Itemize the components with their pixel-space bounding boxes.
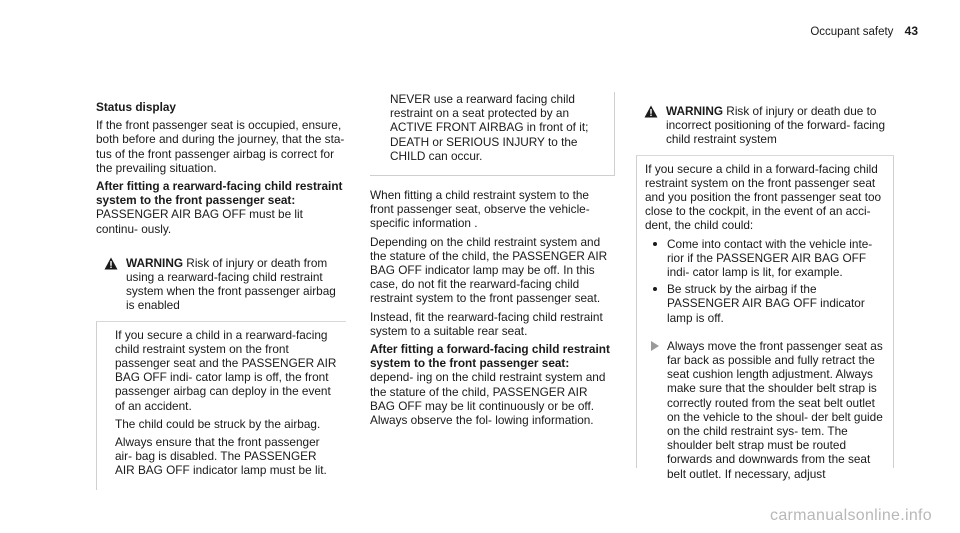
column-2	[370, 92, 615, 431]
status-heading: Status display	[96, 100, 176, 114]
warning-paragraph: Always ensure that the front passenger air- bag is disabled. The PASSENGER AIR BAG OFF indicator lamp must be lit.	[115, 435, 327, 478]
column-3	[636, 98, 894, 481]
step-arrow-icon	[651, 341, 659, 351]
warning-triangle-icon	[104, 257, 118, 270]
body-paragraph: When fitting a child restraint system to the front passenger seat, observe the vehicle-specific information .	[370, 188, 590, 231]
body-paragraph: Instead, fit the rearward-facing child restraint system to a suitable rear seat.	[370, 309, 603, 338]
column-1	[96, 100, 346, 490]
warning-body	[636, 156, 894, 481]
warning-paragraph: If you secure a child in a rearward-facing child restraint system on the front passenger seat and the PASSENGER AIR BAG OFF indi- cator lamp is off, the front passenger airbag can deploy in the event of an accident.	[115, 327, 337, 413]
forward-facing-paragraph	[370, 342, 615, 427]
body-paragraph: Depending on the child restraint system and the stature of the child, the PASSENGER AIR BAG OFF indicator lamp may be off. In this case, do not fit the rearward-facing child restraint system to the front passenger seat.	[370, 234, 608, 306]
bullet-list	[645, 237, 885, 325]
watermark: carmanualsonline.info	[770, 506, 932, 524]
page-number: 43	[904, 24, 918, 38]
bullet-icon list-item: Be struck by the airbag if the PASSENGER AIR BAG OFF indicator lamp is off.	[645, 282, 885, 325]
step-item	[645, 339, 885, 481]
warning-body	[96, 322, 346, 490]
step-text: Always move the front passenger seat as far back as possible and fully retract the seat cushion length adjustment. Always make sure that the shoulder belt strap is correctly routed from the seat belt outlet on the vehicle to the shoul- der belt guide on the child restraint sys- tem. The shoulder belt strap must be routed forwards and downwards from the seat belt outlet. If necessary, adjust	[667, 338, 883, 481]
warning-label: WARNING	[126, 255, 184, 270]
warning-triangle-icon	[644, 105, 658, 118]
bullet-icon list-item: Come into contact with the vehicle inte- rior if the PASSENGER AIR BAG OFF indi- cator lamp is lit, for example.	[645, 237, 885, 280]
status-text: If the front passenger seat is occupied, ensure, both before and during the journey, that the sta- tus of the front passenger airbag is correct for the prevailing situation.	[96, 118, 345, 175]
rear-facing-heading: After fitting a rearward-facing child restraint system to the front passenger seat:	[96, 179, 343, 208]
rear-facing-text: PASSENGER AIR BAG OFF must be lit continu- ously.	[96, 207, 303, 236]
warning-header	[96, 250, 346, 321]
warning-box-rear	[96, 250, 346, 490]
forward-facing-text: depend- ing on the child restraint system and the stature of the child, PASSENGER AIR BAG OFF may be lit continuously or be off. Always observe the fol- lowing information.	[370, 370, 606, 428]
warning-title: Risk of injury or death due to incorrect positioning of the forward- facing child restraint system	[666, 104, 886, 147]
warning-paragraph: The child could be struck by the airbag.	[115, 416, 321, 431]
warning-header	[636, 98, 894, 155]
notice-text: NEVER use a rearward facing child restraint on a seat protected by an ACTIVE FRONT AIRBAG in front of it; DEATH or SERIOUS INJURY to the CHILD can occur.	[390, 92, 589, 163]
warning-paragraph: If you secure a child in a forward-facing child restraint system on the front passenger seat and you position the front passenger seat too close to the cockpit, in the event of an acci- dent, the child could:	[645, 161, 882, 233]
warning-title: Risk of injury or death from using a rearward-facing child restraint system when the front passenger airbag is enabled	[126, 255, 336, 313]
warning-label: WARNING	[666, 104, 724, 118]
forward-facing-heading: After fitting a forward-facing child restraint system to the front passenger seat:	[370, 342, 610, 371]
section-title: Occupant safety	[810, 26, 894, 38]
notice-box	[370, 92, 615, 176]
page-header	[810, 24, 918, 39]
